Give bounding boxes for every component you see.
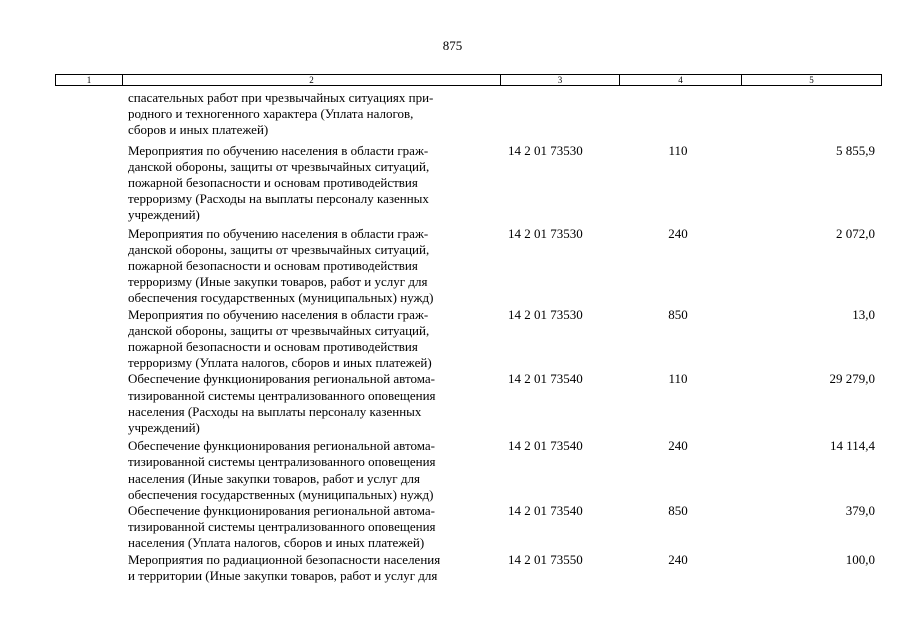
table-row: [0, 552, 905, 584]
table-row: [0, 371, 905, 436]
description-line: Обеспечение функционирования региональной автома-: [128, 503, 435, 519]
description-line: населения (Иные закупки товаров, работ и услуг для: [128, 470, 420, 486]
description-line: сборов и иных платежей): [128, 122, 269, 138]
description-line: тизированной системы централизованного оповещения: [128, 454, 436, 470]
header-col-2: 2: [123, 75, 501, 85]
description-line: данской обороны, защиты от чрезвычайных ситуаций,: [128, 241, 430, 257]
description-line: Мероприятия по обучению населения в области граж-: [128, 142, 429, 158]
row-code: 14 2 01 73540: [508, 371, 583, 387]
row-type: 850: [668, 503, 688, 519]
row-amount: 100,0: [845, 551, 875, 567]
row-description: [128, 438, 493, 503]
table-body: [0, 90, 905, 584]
description-line: Мероприятия по обучению населения в области граж-: [128, 225, 429, 241]
description-line: Обеспечение функционирования региональной автома-: [128, 371, 435, 387]
row-description: [128, 307, 493, 372]
description-line: родного и техногенного характера (Уплата налогов,: [128, 106, 414, 122]
description-line: обеспечения государственных (муниципальных) нужд): [128, 486, 434, 502]
description-line: учреждений): [128, 207, 200, 223]
table-row: [0, 90, 905, 139]
row-type: 110: [668, 142, 688, 158]
description-line: Мероприятия по радиационной безопасности населения: [128, 551, 441, 567]
header-col-5: 5: [809, 75, 814, 85]
description-line: населения (Расходы на выплаты персоналу казенных: [128, 403, 422, 419]
row-description: [128, 226, 493, 307]
row-code: 14 2 01 73530: [508, 142, 583, 158]
row-type: 240: [668, 551, 688, 567]
row-code: 14 2 01 73540: [508, 438, 583, 454]
row-code: 14 2 01 73530: [508, 306, 583, 322]
row-description: [128, 371, 493, 436]
description-line: терроризму (Расходы на выплаты персоналу казенных: [128, 191, 429, 207]
row-amount: 5 855,9: [836, 142, 875, 158]
row-description: [128, 503, 493, 552]
description-line: обеспечения государственных (муниципальных) нужд): [128, 290, 434, 306]
row-type: 110: [668, 371, 688, 387]
row-amount: 379,0: [845, 503, 875, 519]
table-row: [0, 226, 905, 307]
table-row: [0, 307, 905, 372]
description-line: тизированной системы централизованного оповещения: [128, 519, 436, 535]
description-line: населения (Уплата налогов, сборов и иных платежей): [128, 535, 425, 551]
header-col-1: 1: [56, 75, 123, 85]
row-type: 240: [668, 225, 688, 241]
table-row: [0, 143, 905, 224]
description-line: Обеспечение функционирования региональной автома-: [128, 438, 435, 454]
description-line: пожарной безопасности и основам противодействия: [128, 258, 418, 274]
description-line: спасательных работ при чрезвычайных ситуациях при-: [128, 90, 434, 105]
header-col-3: 3: [501, 75, 620, 85]
description-line: и территории (Иные закупки товаров, работ и услуг для: [128, 567, 438, 583]
table-header: [55, 74, 882, 86]
row-description: [128, 90, 493, 139]
row-amount: 13,0: [852, 306, 875, 322]
table-row: [0, 503, 905, 552]
row-type: 240: [668, 438, 688, 454]
table-row: [0, 438, 905, 503]
row-description: [128, 552, 493, 584]
row-code: 14 2 01 73550: [508, 551, 583, 567]
description-line: терроризму (Уплата налогов, сборов и иных платежей): [128, 355, 432, 371]
description-line: данской обороны, защиты от чрезвычайных ситуаций,: [128, 158, 430, 174]
row-amount: 14 114,4: [829, 438, 875, 454]
description-line: данской обороны, защиты от чрезвычайных ситуаций,: [128, 322, 430, 338]
description-line: терроризму (Иные закупки товаров, работ и услуг для: [128, 274, 428, 290]
description-line: Мероприятия по обучению населения в области граж-: [128, 306, 429, 322]
row-code: 14 2 01 73530: [508, 225, 583, 241]
description-line: пожарной безопасности и основам противодействия: [128, 175, 418, 191]
description-line: тизированной системы централизованного оповещения: [128, 387, 436, 403]
page-number: 875: [442, 38, 463, 53]
header-col-4: 4: [620, 75, 742, 85]
row-type: 850: [668, 306, 688, 322]
row-code: 14 2 01 73540: [508, 503, 583, 519]
description-line: пожарной безопасности и основам противодействия: [128, 339, 418, 355]
row-amount: 29 279,0: [829, 371, 875, 387]
row-amount: 2 072,0: [836, 225, 875, 241]
description-line: учреждений): [128, 420, 200, 436]
row-description: [128, 143, 493, 224]
